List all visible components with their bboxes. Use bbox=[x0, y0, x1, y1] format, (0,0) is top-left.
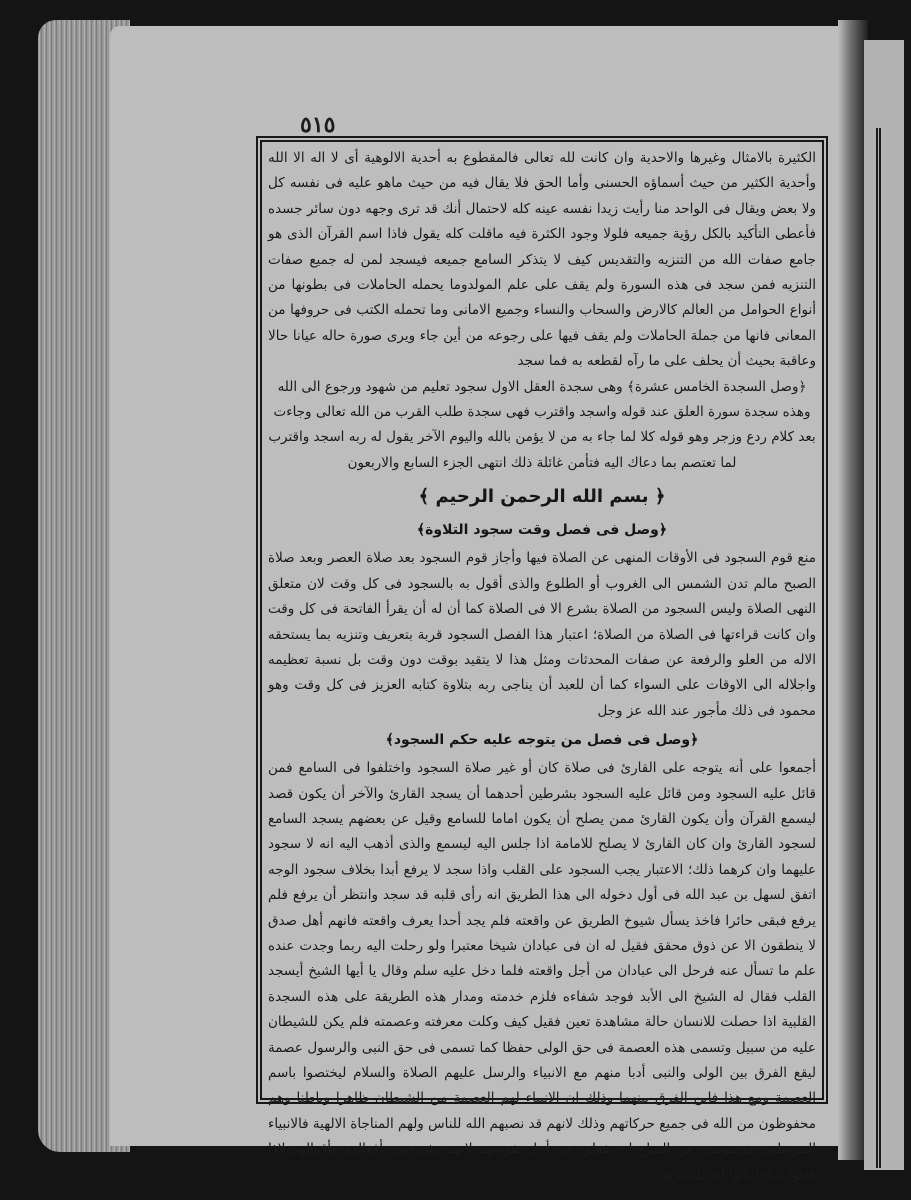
paragraph-prostration-time: منع قوم السجود فى الأوقات المنهى عن الصلاة فيها وأجاز قوم السجود بعد صلاة العصر وبعد صلاة الصبح مالم تدن الشمس الى الغروب أو الطلوع والذى أقول به بالسجود فى كل وقت لان متعلق النهى الصلاة وليس السجود من الصلاة بشرع الا فى الصلاة كما أن له أن يقرأ الفاتحة فى كل وقت وان كانت قراءتها فى الصلاة من الصلاة؛ اعتبار هذا الفصل السجود قربة بتعريف وتنزيه بما يستحقه الاله من العلو والرفعة عن صفات المحدثات ومثل هذا لا يتقيد بوقت دون وقت بل نسبة تعظيمه واجلاله الى الاوقات على السواء كما أن للعبد أن يناجى ربه بتلاوة كتابه العزيز فى كل وقت وهو محمود فى ذلك مأجور عند الله عز وجل bbox=[268, 550, 816, 719]
basmala-heading: ﴿ بسم الله الرحمن الرحيم ﴾ bbox=[418, 486, 666, 508]
section-heading-time: ﴿وصل فى فصل وقت سجود التلاوة﴾ bbox=[416, 522, 668, 539]
paragraph-fifteenth-prostration: ﴿وصل السجدة الخامس عشرة﴾ وهى سجدة العقل الاول سجود تعليم من شهود ورجوع الى الله وهذه سجدة سورة العلق عند قوله واسجد واقترب فهى سجدة طلب القرب من الله تعالى وجاءت بعد كلام ردع وزجر وهو قوله كلا لما جاء به من لا يؤمن بالله واليوم الآخر يقول له ربه اسجد واقترب لما تعتصم بما دعاك اليه فتأمن غائلة ذلك انتهى الجزء السابع والاربعون bbox=[268, 378, 816, 471]
text-frame bbox=[256, 136, 828, 1183]
facing-page-border bbox=[876, 128, 911, 1168]
paragraph-intro: الكثيرة بالامثال وغيرها والاحدية وان كانت لله تعالى فالمقطوع به أحدية الالوهية أى لا اله الا الله وأحدية الكثير من حيث أسماؤه الحسنى وأما الحق فلا يقال فيه من حيث ماهو عليه فى نفسه كل ولا بعض ويقال فى الواحد منا رأيت زيدا نفسه عينه كله لاحتمال أنك قد ترى وجهه دون سائر جسده فأعطى التأكيد بالكل رؤية جميعه فلولا وجود الكثرة فيه ماقلت كله يقول فاذا اسم القرآن الذى هو جامع صفات الله من التنزيه والتقديس كيف لا يتذكر السامع جميعه فيسجد لمن له جميع صفات التنزيه فمن سجد فى هذه السورة ولم يقف على علم المولدوما يحمله الحاملات فى بطونها من أنواع الحوامل من العالم كالارض والسحاب والنساء وجميع الامانى وما تحمله الكتب فى حروفها من المعانى فانها من جملة الحاملات ولم يقف فيها على رجوعه من أين جاء ويرى صورة حاله عيانا حالا وعاقبة بحيث أن يحلف على ما رآه لقطعه به فما سجد bbox=[268, 150, 816, 370]
paragraph-prostration-obligation: أجمعوا على أنه يتوجه على القارئ فى صلاة كان أو غير صلاة السجود واختلفوا فى السامع فمن قائل عليه السجود ومن قائل عليه السجود بشرطين أحدهما أن يسجد القارئ والآخر أن يكون قصد ليسمع القرآن وأن يكون القارئ ممن يصلح أن يكون اماما للسامع وقيل عن بعضهم يسجد السامع لسجود القارئ وان كان القارئ لا يصلح للامامة اذا جلس اليه ليسمع والذى أذهب اليه انه لا سجود عليهما وان كرهما ذلك؛ الاعتبار يجب السجود على القلب واذا سجد لا يرفع أبدا بخلاف سجود الوجه اتفق لسهل بن عبد الله فى أول دخوله الى هذا الطريق انه رأى قلبه قد سجد وانتظر أن يرفع فلم يرفع فبقى حائرا فاخذ يسأل شيوخ الطريق عن واقعته فلم يجد أحدا يعرف واقعته فانهم أهل صدق لا ينطقون الا عن ذوق محقق فقيل له ان فى عبادان شيخا معتبرا ولو رحلت اليه ربما وجدت عنده علم ما تسأل عنه فرحل الى عبادان من أجل واقعته فلما دخل عليه سلم وقال يا أيها الشيخ أيسجد القلب فقال له الشيخ الى الأبد فوجد شفاءه فلزم خدمته ومدار هذه الطريقة على هذه السجدة القلبية اذا حصلت للانسان حالة مشاهدة تعين فقيل كيف وكلت معرفته وعصمته فلم يكن للشيطان عليه من سبيل وتسمى هذه العصمة فى حق الولى حفظا كما تسمى فى حق النبى والرسول عصمة ليقع الفرق بين الولى والنبى أدبا منهم مع الانبياء والرسل عليهم الصلاة والسلام ليختصوا باسم العصمة ومع هذا فاين الفرق بينهما وذلك ان الانبياء لهم العصمة من الشيطان ظاهرا وباطنا وهم محفوظون من الله فى جميع حركاتهم وذلك لانهم قد نصبهم الله للناس ولهم المناجاة الالهية فالانبياء المرسلون معصومون من المباح ان يفعلوه من أجل نفوسهم لانهم يشرعون بأفعالهم وأقوالهم لاذا فعلوا مباحا بانوا انه للتشريع bbox=[268, 760, 816, 1183]
section-heading-obligation: ﴿وصل فى فصل من يتوجه عليه حكم السجود﴾ bbox=[385, 732, 699, 749]
page-number: ٥١٥ bbox=[300, 112, 336, 138]
